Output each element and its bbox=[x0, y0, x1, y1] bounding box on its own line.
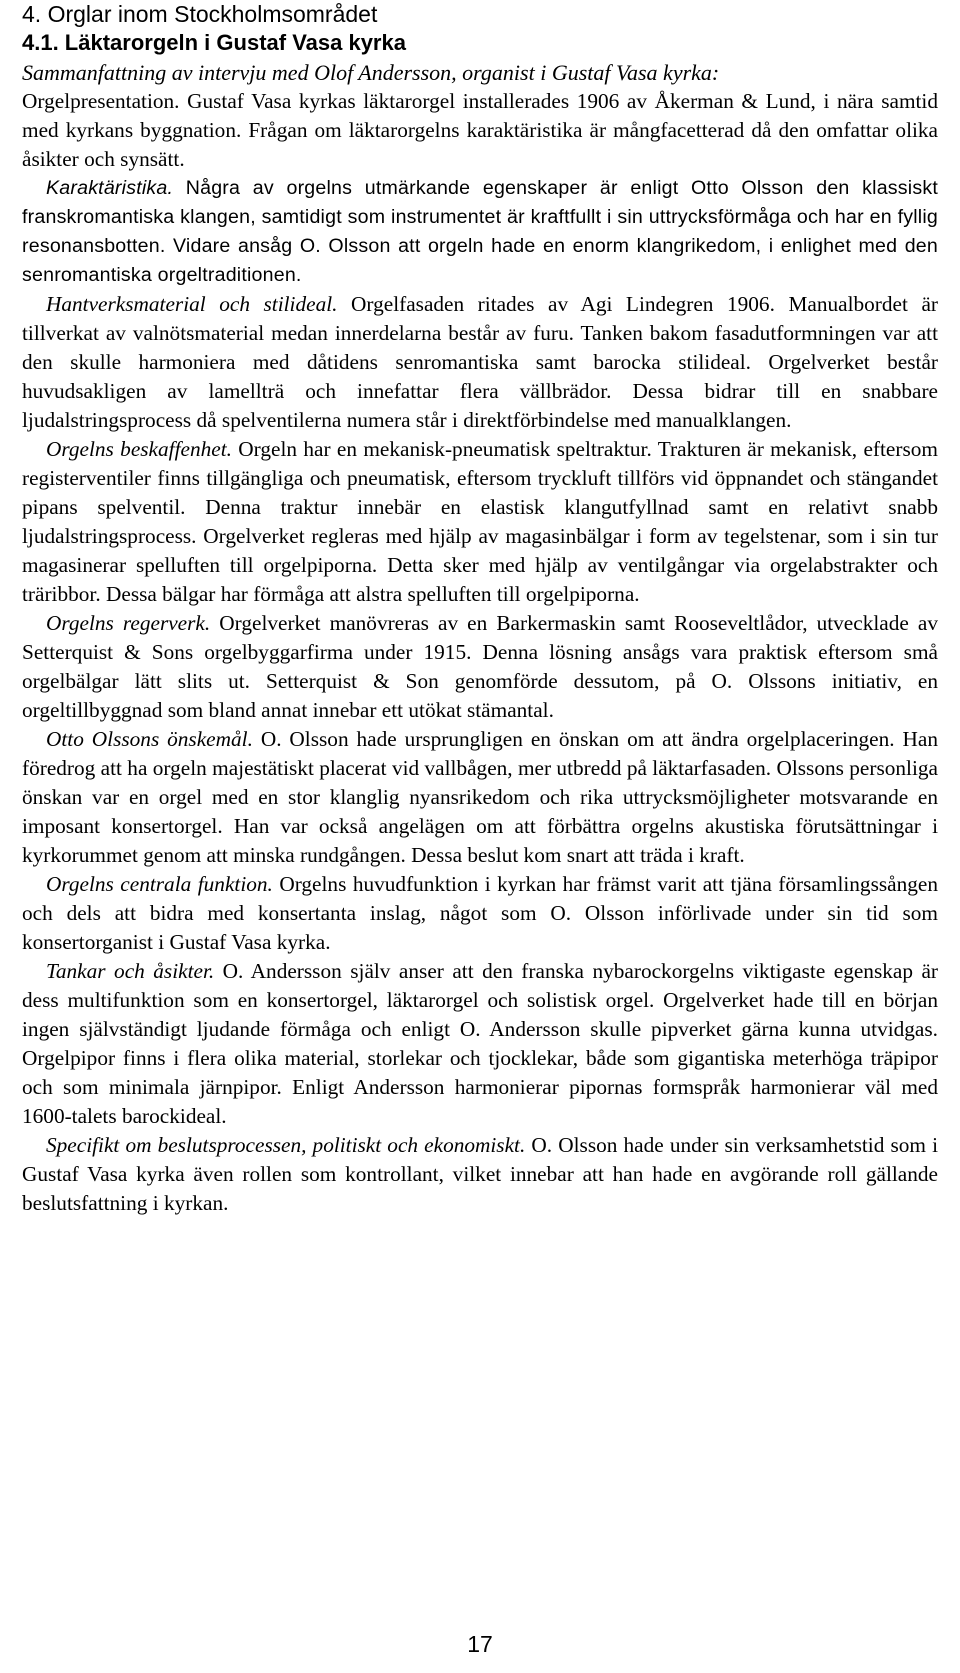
section-heading: 4.1. Läktarorgeln i Gustaf Vasa kyrka bbox=[22, 30, 406, 55]
page-number: 17 bbox=[467, 1631, 493, 1657]
paragraph-heading: Karaktäristika. bbox=[46, 177, 174, 199]
paragraph-text: O. Olsson hade under sin verksamhetstid som i Gustaf Vasa kyrka även rollen som kontrollant, vilket innebar att han hade en avgörande roll gällande beslutsfattning i kyrkan. bbox=[22, 1133, 938, 1215]
chapter-heading: 4. Orglar inom Stockholmsområdet bbox=[22, 1, 378, 27]
paragraph-regerverk bbox=[22, 609, 938, 725]
paragraph-beslutsprocessen bbox=[22, 1131, 938, 1218]
paragraph-tankar bbox=[22, 957, 938, 1131]
paragraph-label: Orgelpresentation. bbox=[22, 89, 180, 113]
paragraph-central-funktion bbox=[22, 870, 938, 957]
paragraph-text: O. Andersson själv anser att den franska nybarockorgelns viktigaste egenskap är dess multifunktion som en konsertorgel, läktarorgel och solistisk orgel. Orgelverket hade till en början ingen självständigt ljudande förmåga och enligt O. Andersson skulle pipverket gärna kunna utvidgas. Orgelpipor finns i flera olika material, storlekar och tjocklekar, både som gigantiska meterhöga träpipor och som minimala järnpipor. Enligt Andersson harmonierar pipornas formspråk harmonierar väl med 1600-talets barockideal. bbox=[22, 959, 938, 1128]
paragraph-heading: Specifikt om beslutsprocessen, politiskt och ekonomiskt. bbox=[46, 1133, 526, 1157]
paragraph-text: O. Olsson hade ursprungligen en önskan om att ändra orgelplaceringen. Han föredrog att ha orgeln majestätiskt placerat vid vallbågen, mer utbredd på läktarfasaden. Olssons personliga önskan var en orgel med en stor klanglig nyansrikedom och rika uttrycksmöjligheter motsvarande en imposant konsertorgel. Han var också angelägen om att förbättra orgelns akustiska förutsättningar i kyrkorummet genom att minska rundgången. Dessa beslut kom snart att träda i kraft. bbox=[22, 727, 938, 867]
paragraph-orgelpresentation bbox=[22, 87, 938, 174]
paragraph-text: Några av orgelns utmärkande egenskaper är enligt Otto Olsson den klassiskt franskromantiska klangen, samtidigt som instrumentet är kraftfullt i sin uttrycksförmåga och har en fyllig resonansbotten. Vidare ansåg O. Olsson att orgeln hade en enorm klangrikedom, i enlighet med den senromantiska orgeltraditionen. bbox=[22, 177, 938, 286]
paragraph-heading: Orgelns centrala funktion. bbox=[46, 872, 273, 896]
document-page bbox=[22, 0, 938, 1218]
paragraph-text: Orgelfasaden ritades av Agi Lindegren 1906. Manualbordet är tillverkat av valnötsmaterial medan innerdelarna består av furu. Tanken bakom fasadutformningen var att den skulle harmoniera med dåtidens senromantiska samt barocka stilideal. Orgelverket består huvudsakligen av lamellträ och innefattar flera vällbrädor. Dessa bidrar till en snabbare ljudalstringsprocess då spelventilerna numera står i direktförbindelse med manualklangen. bbox=[22, 292, 938, 432]
paragraph-onskemal bbox=[22, 725, 938, 870]
paragraph-text: Orgelverket manövreras av en Barkermaskin samt Rooseveltlådor, utvecklade av Setterquist & Sons orgelbyggarfirma under 1915. Denna lösning ansågs vara praktisk eftersom små orgelbälgar lätt slits ut. Setterquist & Son genomförde dessutom, på O. Olssons initiativ, en orgeltillbyggnad som bland annat innebar ett utökat stämantal. bbox=[22, 611, 938, 722]
section-subtitle: Sammanfattning av intervju med Olof Andersson, organist i Gustaf Vasa kyrka: bbox=[22, 60, 720, 85]
paragraph-heading: Orgelns beskaffenhet. bbox=[46, 437, 232, 461]
paragraph-heading: Otto Olssons önskemål. bbox=[46, 727, 253, 751]
paragraph-heading: Hantverksmaterial och stilideal. bbox=[46, 292, 338, 316]
paragraph-beskaffenhet bbox=[22, 435, 938, 609]
paragraph-hantverksmaterial bbox=[22, 290, 938, 435]
paragraph-text: Orgelns huvudfunktion i kyrkan har främst varit att tjäna församlingssången och dels att bidra med konsertanta inslag, något som O. Olsson införlivade under sin tid som konsertorganist i Gustaf Vasa kyrka. bbox=[22, 872, 938, 954]
paragraph-text: Gustaf Vasa kyrkas läktarorgel installerades 1906 av Åkerman & Lund, i nära samtid med kyrkans byggnation. Frågan om läktarorgelns karaktäristika är mångfacetterad då den omfattar olika åsikter och synsätt. bbox=[22, 89, 938, 171]
paragraph-text: Orgeln har en mekanisk-pneumatisk speltraktur. Trakturen är mekanisk, eftersom registerventiler finns tillgängliga och pneumatisk, eftersom tryckluft tillförs vid öppnandet och stängandet pipans spelventil. Denna traktur innebär en elastisk klangutfyllnad samt en relativt snabb ljudalstringsprocess. Orgelverket regleras med hjälp av magasinbälgar i form av tegelstenar, som i sin tur magasinerar spelluften till orgelpiporna. Detta sker med hjälp av ventilgångar via orgelabstrakter och träribbor. Dessa bälgar har förmåga att alstra spelluften till orgelpiporna. bbox=[22, 437, 938, 606]
paragraph-heading: Orgelns regerverk. bbox=[46, 611, 211, 635]
paragraph-heading: Tankar och åsikter. bbox=[46, 959, 215, 983]
paragraph-karaktaristika bbox=[22, 174, 938, 290]
